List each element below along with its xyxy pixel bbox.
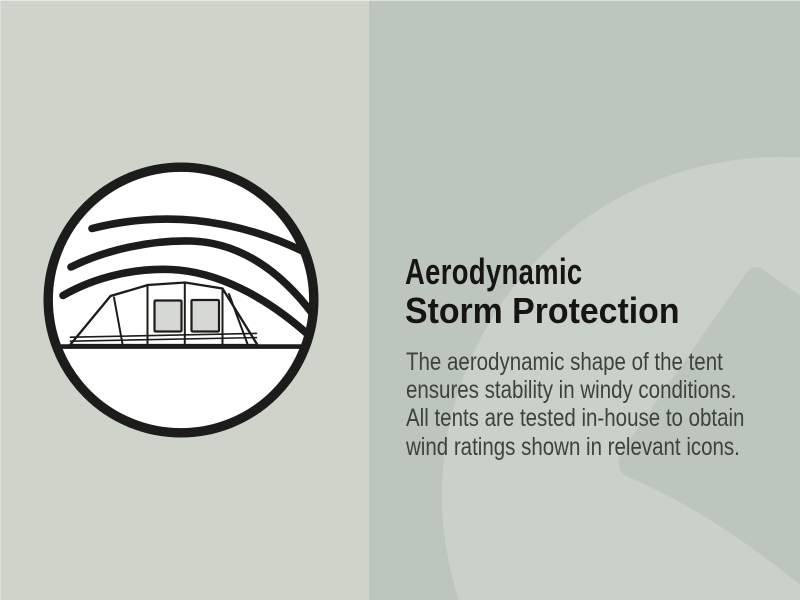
feature-description — [406, 348, 744, 461]
tent-with-wind-lines-icon — [46, 167, 318, 433]
title-line-1: Aerodynamic — [405, 251, 583, 292]
tent-window-left — [155, 301, 182, 332]
description-line: ensures stability in windy conditions. — [406, 376, 737, 405]
description-line: All tents are tested in-house to obtain — [406, 404, 745, 433]
description-line: wind ratings shown in relevant icons. — [406, 432, 740, 461]
tent-window-right — [192, 300, 220, 332]
title-line-2: Storm Protection — [405, 290, 680, 331]
description-line: The aerodynamic shape of the tent — [406, 348, 723, 376]
